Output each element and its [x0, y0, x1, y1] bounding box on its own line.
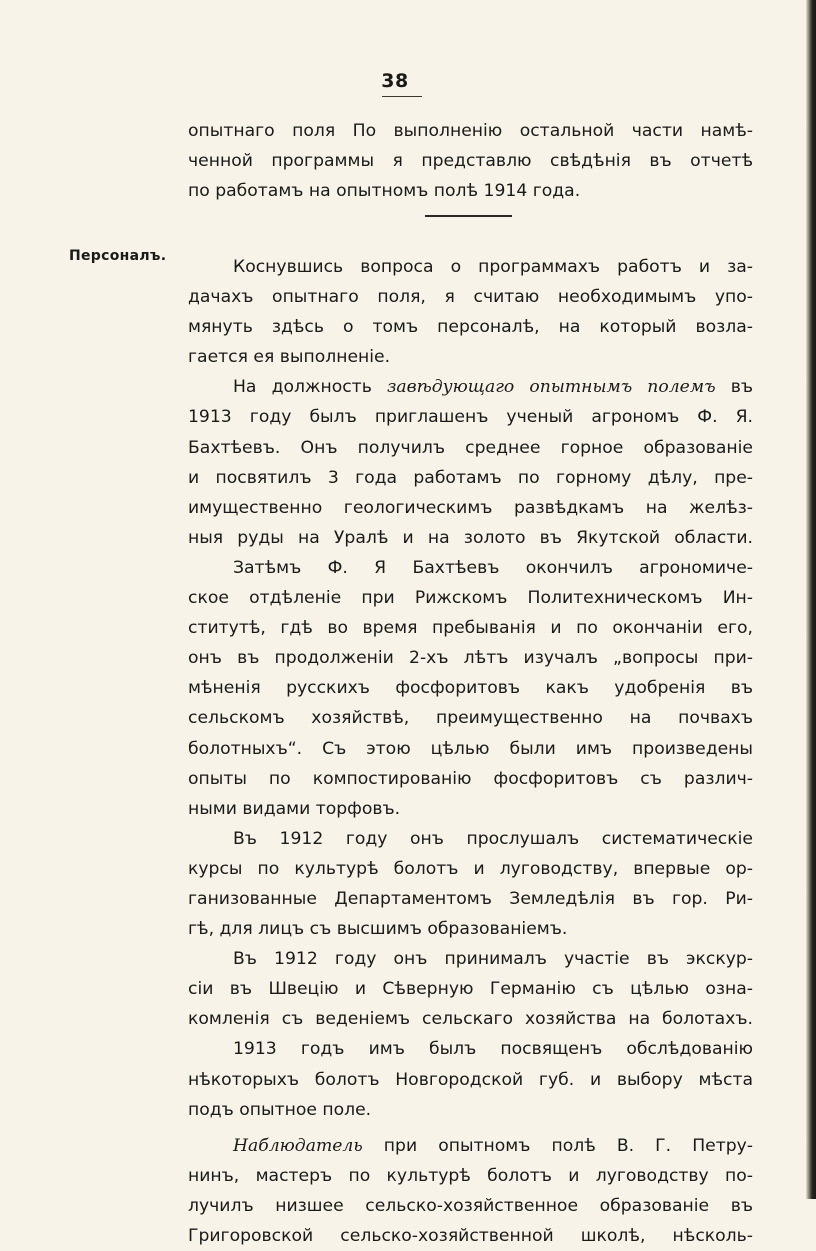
text-line [188, 372, 753, 402]
text-line: сiи въ Швецiю и Сѣверную Германiю съ цѣлью озна- [188, 979, 753, 1000]
text-line: 1913 году былъ приглашенъ ученый агрономъ Ф. Я. [188, 407, 753, 428]
text-line: сельскомъ хозяйствѣ, преимущественно на почвахъ [188, 708, 753, 729]
text-line: ститутѣ, гдѣ во время пребыванiя и по окончанiи его, [188, 618, 753, 639]
page-number: 38 [381, 70, 409, 92]
text-line: лучилъ низшее сельско-хозяйственное образованiе въ [188, 1195, 753, 1216]
personnel-section [188, 252, 753, 1251]
section-separator [425, 215, 512, 217]
text-line: ныя руды на Уралѣ и на золото въ Якутской области. [188, 527, 753, 548]
text-line: ганизованные Департаментомъ Земледѣлiя въ гор. Ри- [188, 888, 753, 909]
text-line: комленiя съ веденiемъ сельскаго хозяйства на болотахъ. [188, 1009, 753, 1030]
text-line: Григоровской сельско-хозяйственной школѣ, нѣсколь- [188, 1226, 753, 1246]
text-line: Въ 1912 году онъ прослушалъ систематическiе [233, 828, 753, 849]
text-run: На должность [233, 377, 387, 398]
text-line: и посвятилъ 3 года работамъ по горному дѣлу, пре- [188, 467, 753, 488]
text-line: по работамъ на опытномъ полѣ 1914 года. [188, 181, 581, 202]
text-line: Бахтѣевъ. Онъ получилъ среднее горное образованiе [188, 437, 753, 458]
text-line: мянуть здѣсь о томъ персоналѣ, на который возла- [188, 317, 753, 338]
text-line [188, 1131, 753, 1161]
text-line: болотныхъ“. Съ этою цѣлью были имъ произведены [188, 738, 753, 759]
text-line: онъ въ продолженiи 2-хъ лѣтъ изучалъ „вопросы при- [188, 648, 753, 669]
text-line: мѣненiя русскихъ фосфоритовъ какъ удобренiя въ [188, 678, 753, 699]
page-edge [806, 0, 816, 1199]
text-line: подъ опытное поле. [188, 1099, 372, 1120]
text-line: ское отдѣленiе при Рижскомъ Политехническомъ Ин- [188, 588, 753, 609]
text-line: Коснувшись вопроса о программахъ работъ и за- [233, 257, 753, 277]
text-line: гается ея выполненiе. [188, 347, 391, 368]
text-line: нинъ, мастеръ по культурѣ болотъ и луговодству по- [188, 1165, 753, 1186]
text-line: гѣ, для лицъ съ высшимъ образованiемъ. [188, 919, 568, 940]
text-line: 1913 годъ имъ былъ посвященъ обслѣдованiю [233, 1039, 753, 1060]
margin-note: Персоналъ. [69, 248, 167, 264]
italic-term: Наблюдатель [233, 1135, 363, 1156]
page-number-rule [382, 96, 422, 97]
text-line: ными видами торфовъ. [188, 798, 401, 819]
text-line: дачахъ опытнаго поля, я считаю необходимымъ упо- [188, 287, 753, 308]
text-line: Въ 1912 году онъ принималъ участiе въ экскур- [233, 949, 753, 970]
text-line: ченной программы я представлю свѣдѣнiя въ отчетѣ [188, 151, 753, 172]
text-run: въ [715, 377, 753, 398]
text-line: курсы по культурѣ болотъ и луговодству, впервые ор- [188, 858, 753, 879]
text-line: нѣкоторыхъ болотъ Новгородской губ. и выбору мѣста [188, 1069, 753, 1090]
text-line: Затѣмъ Ф. Я Бахтѣевъ окончилъ агрономиче- [233, 557, 753, 578]
text-line: имущественно геологическимъ развѣдкамъ на желѣз- [188, 497, 753, 518]
italic-term: завѣдующаго опытнымъ полемъ [386, 377, 716, 398]
paragraph-continuation [188, 116, 753, 206]
text-run: при опытномъ полѣ В. Г. Петру- [362, 1135, 753, 1156]
text-line: опытнаго поля По выполненiю остальной части намѣ- [188, 121, 753, 141]
text-line: опыты по компостированiю фосфоритовъ съ различ- [188, 768, 753, 789]
